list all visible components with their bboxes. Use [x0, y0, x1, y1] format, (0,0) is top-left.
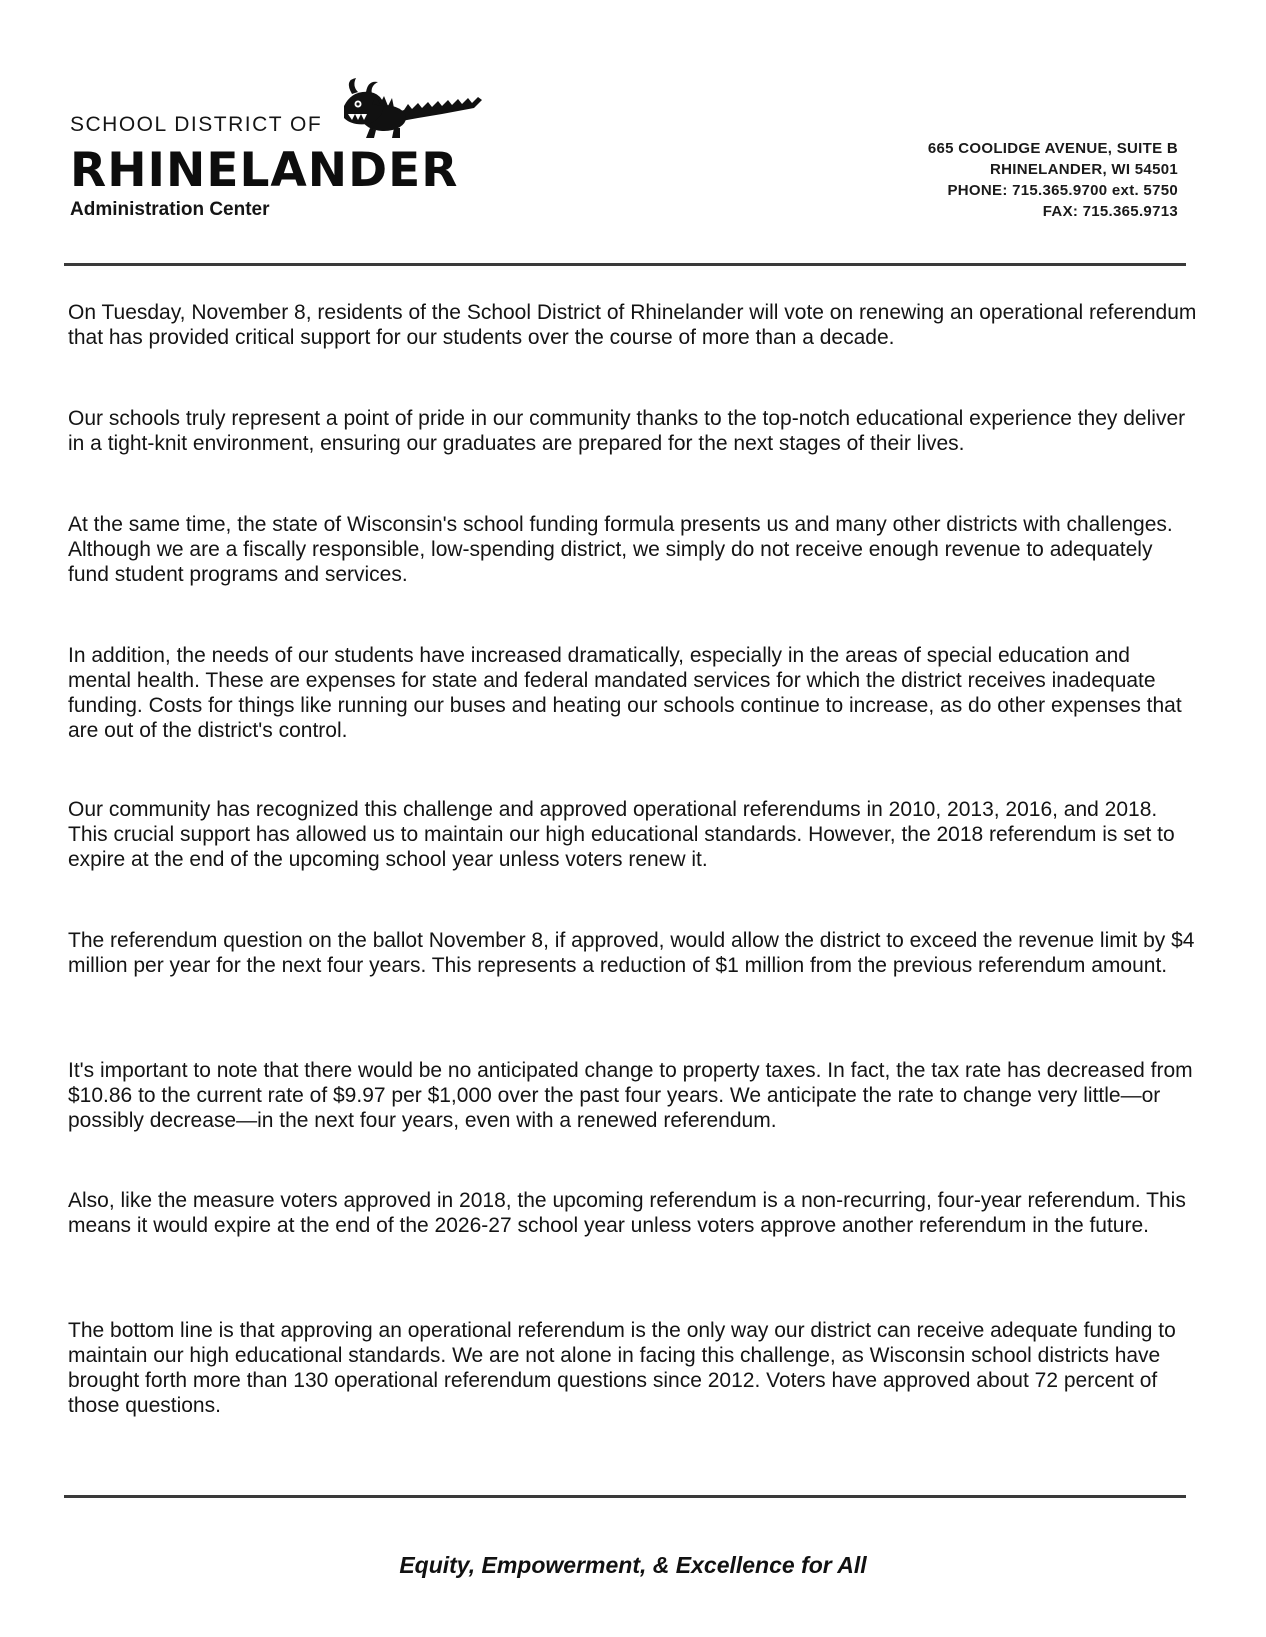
address-line1: 665 COOLIDGE AVENUE, SUITE B	[927, 140, 1178, 157]
header-divider	[64, 263, 1186, 266]
paragraph: Our community has recognized this challenge and approved operational referendums in 2010, 2013, 2016, and 2018. This crucial support has allowed us to maintain our high educational standards. However, the 2018 referendum is set to expire at the end of the upcoming school year unless voters renew it.	[68, 798, 1175, 871]
hodag-mascot-icon	[322, 76, 484, 140]
footer-motto: Equity, Empowerment, & Excellence for All	[399, 1552, 867, 1578]
footer-divider	[64, 1495, 1186, 1498]
paragraph: The bottom line is that approving an operational referendum is the only way our district can receive adequate funding to maintain our high educational standards. We are not alone in facing this challenge, as Wisconsin school districts have brought forth more than 130 operational referendum questions since 2012. Voters have approved about 72 percent of those questions.	[68, 1319, 1176, 1417]
phone: PHONE: 715.365.9700 ext. 5750	[947, 182, 1178, 199]
administration-center: Administration Center	[70, 199, 270, 220]
district-prefix: SCHOOL DISTRICT OF	[70, 113, 323, 136]
paragraph: Our schools truly represent a point of pride in our community thanks to the top-notch educational experience they deliver in a tight-knit environment, ensuring our graduates are prepared for the next stages of their lives.	[68, 407, 1186, 455]
paragraph: It's important to note that there would be no anticipated change to property taxes. In fact, the tax rate has decreased from $10.86 to the current rate of $9.97 per $1,000 over the past four years. We anticipate the rate to change very little—or possibly decrease—in the next four years, even with a renewed referendum.	[68, 1059, 1193, 1132]
district-name: RHINELANDER	[70, 143, 459, 198]
paragraph: Also, like the measure voters approved in 2018, the upcoming referendum is a non-recurring, four-year referendum. This means it would expire at the end of the 2026-27 school year unless voters approve another referendum in the future.	[68, 1189, 1186, 1237]
letterhead-address	[928, 138, 1178, 222]
paragraph: On Tuesday, November 8, residents of the School District of Rhinelander will vote on renewing an operational referendum that has provided critical support for our students over the course of more than a decade.	[68, 301, 1197, 349]
fax: FAX: 715.365.9713	[1042, 203, 1178, 220]
paragraph: At the same time, the state of Wisconsin's school funding formula presents us and many other districts with challenges. Although we are a fiscally responsible, low-spending district, we simply do not receive enough revenue to adequately fund student programs and services.	[68, 513, 1173, 586]
paragraph: In addition, the needs of our students have increased dramatically, especially in the areas of special education and mental health. These are expenses for state and federal mandated services for which the district receives inadequate funding. Costs for things like running our buses and heating our schools continue to increase, as do other expenses that are out of the district's control.	[68, 644, 1182, 742]
address-line2: RHINELANDER, WI 54501	[989, 161, 1178, 178]
paragraph: The referendum question on the ballot November 8, if approved, would allow the district to exceed the revenue limit by $4 million per year for the next four years. This represents a reduction of $1 million from the previous referendum amount.	[68, 929, 1195, 977]
